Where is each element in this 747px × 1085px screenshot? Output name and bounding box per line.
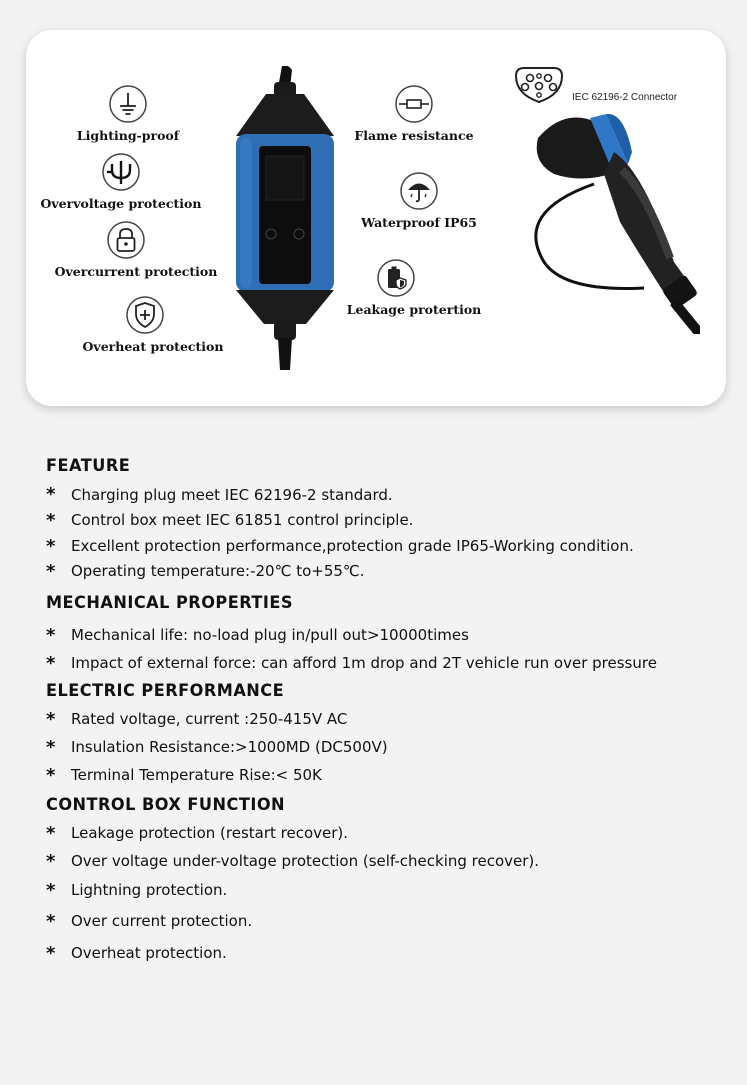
list-item-text: Insulation Resistance:>1000MD (DC500V)	[71, 738, 388, 756]
bullet-star-icon: *	[46, 652, 56, 674]
lock-icon	[106, 220, 146, 260]
feature-label: Overvoltage protection	[40, 196, 202, 211]
section-electric	[46, 681, 388, 789]
bullet-star-icon: *	[46, 484, 56, 505]
list-item-text: Mechanical life: no-load plug in/pull out>10000times	[71, 626, 469, 644]
control-box-image	[230, 66, 340, 370]
section-title: CONTROL BOX FUNCTION	[46, 795, 286, 815]
battery-shield-icon	[376, 258, 416, 298]
list-item	[46, 559, 634, 583]
list-item	[46, 847, 539, 875]
list-item-text: Overheat protection.	[71, 944, 227, 962]
plug-icon	[101, 152, 141, 192]
bullet-star-icon: *	[46, 822, 56, 844]
resistor-icon	[394, 84, 434, 124]
umbrella-icon	[399, 171, 439, 211]
list-item	[46, 819, 539, 847]
feature-label: Leakage protertion	[346, 302, 482, 317]
section-title: FEATURE	[46, 456, 131, 476]
bullet-star-icon: *	[46, 850, 56, 872]
bullet-star-icon: *	[46, 624, 56, 646]
section-title: ELECTRIC PERFORMANCE	[46, 681, 285, 701]
list-item	[46, 937, 539, 969]
list-item	[46, 533, 634, 559]
section-feature	[46, 456, 634, 583]
list-item-text: Terminal Temperature Rise:< 50K	[71, 766, 322, 784]
list-item-text: Over current protection.	[71, 912, 253, 930]
bullet-star-icon: *	[46, 535, 56, 557]
feature-label: Flame resistance	[354, 128, 474, 143]
feature-flame-resistance	[352, 84, 476, 143]
bullet-star-icon: *	[46, 764, 56, 786]
bullet-star-icon: *	[46, 509, 56, 531]
feature-lighting-proof	[68, 84, 188, 143]
list-item	[46, 875, 539, 905]
section-mechanical	[46, 593, 657, 677]
bullet-star-icon: *	[46, 879, 56, 901]
feature-label: Overcurrent protection	[54, 264, 218, 279]
bullet-star-icon: *	[46, 942, 56, 964]
list-item-text: Rated voltage, current :250-415V AC	[71, 710, 348, 728]
list-item	[46, 621, 657, 649]
list-item	[46, 649, 657, 677]
list-item	[46, 705, 388, 733]
bullet-star-icon: *	[46, 736, 56, 758]
feature-label: Lighting-proof	[76, 128, 180, 143]
feature-overcurrent	[50, 220, 222, 279]
list-item	[46, 733, 388, 761]
list-item	[46, 482, 634, 507]
list-item	[46, 761, 388, 789]
feature-label: Overheat protection	[82, 339, 224, 354]
list-item-text: Leakage protection (restart recover).	[71, 824, 349, 842]
section-control-box	[46, 795, 539, 969]
feature-leakage	[344, 258, 484, 317]
list-item	[46, 507, 634, 533]
charging-plug-image	[524, 112, 700, 334]
ground-icon	[108, 84, 148, 124]
list-item-text: Operating temperature:-20℃ to+55℃.	[71, 562, 365, 580]
list-item-text: Impact of external force: can afford 1m drop and 2T vehicle run over pressure	[71, 654, 657, 672]
bullet-star-icon: *	[46, 708, 56, 730]
list-item-text: Over voltage under-voltage protection (self-checking recover).	[71, 852, 540, 870]
shield-plus-icon	[125, 295, 165, 335]
list-item-text: Charging plug meet IEC 62196-2 standard.	[71, 485, 393, 504]
connector-label: IEC 62196-2 Connector	[572, 92, 678, 103]
feature-label: Waterproof IP65	[361, 215, 477, 230]
list-item	[46, 905, 539, 937]
bullet-star-icon: *	[46, 560, 56, 582]
section-title: MECHANICAL PROPERTIES	[46, 593, 294, 613]
feature-overheat	[78, 295, 228, 354]
feature-waterproof	[356, 171, 482, 230]
list-item-text: Control box meet IEC 61851 control principle.	[71, 511, 414, 529]
connector-type2-icon	[512, 66, 566, 104]
list-item-text: Lightning protection.	[71, 881, 228, 899]
feature-overvoltage	[40, 152, 202, 211]
list-item-text: Excellent protection performance,protection grade IP65-Working condition.	[71, 537, 634, 555]
bullet-star-icon: *	[46, 910, 56, 932]
